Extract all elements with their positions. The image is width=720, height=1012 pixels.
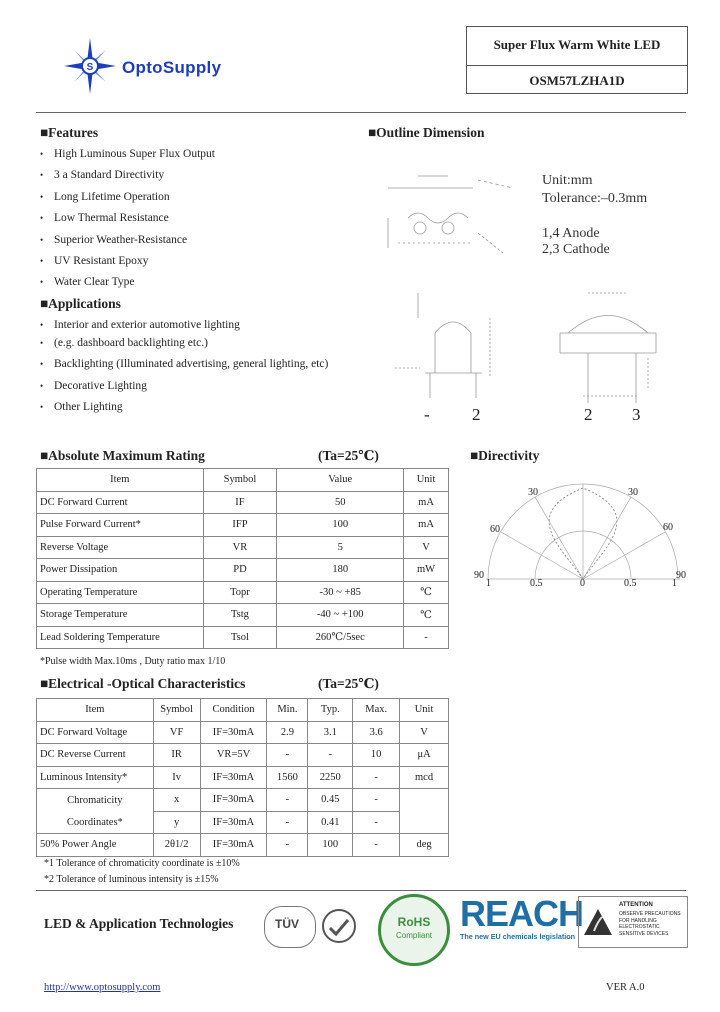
tuv-badge bbox=[264, 906, 316, 948]
table-row bbox=[37, 536, 449, 559]
table-cell: Luminous Intensity* bbox=[37, 766, 154, 789]
pin-label: 2 bbox=[584, 405, 593, 424]
reach-label: REACH bbox=[460, 893, 584, 934]
list-item: • Backlighting (Illuminated advertising, general lighting, etc) bbox=[38, 354, 368, 375]
table-header: Item bbox=[37, 699, 154, 722]
outline-pin-cathode: 2,3 Cathode bbox=[542, 242, 610, 257]
certification-mark-icon bbox=[318, 906, 360, 946]
electrical-table bbox=[36, 698, 449, 857]
tuv-label: TÜV bbox=[275, 917, 299, 931]
applications-title: ■Applications bbox=[40, 296, 121, 311]
table-cell: - bbox=[267, 834, 308, 857]
table-cell: VR bbox=[203, 536, 277, 559]
axis-tick-label: 0.5 bbox=[530, 578, 543, 589]
angle-label: 30 bbox=[628, 487, 638, 498]
table-row bbox=[37, 604, 449, 627]
table-cell: 1560 bbox=[267, 766, 308, 789]
axis-tick-label: 1 bbox=[486, 578, 491, 589]
list-item-note bbox=[38, 336, 368, 354]
table-header: Item bbox=[37, 469, 204, 492]
table-header: Value bbox=[277, 469, 404, 492]
table-header-row bbox=[37, 469, 449, 492]
table-cell: 3.6 bbox=[353, 721, 400, 744]
electrical-note-2: *2 Tolerance of luminous intensity is ±15% bbox=[44, 874, 219, 885]
electrical-note-1: *1 Tolerance of chromaticity coordinate is ±10% bbox=[44, 858, 240, 869]
website-link[interactable]: http://www.optosupply.com bbox=[44, 982, 161, 993]
table-cell: 180 bbox=[277, 559, 404, 582]
table-header: Symbol bbox=[203, 469, 277, 492]
list-item: • Long Lifetime Operation bbox=[38, 187, 338, 208]
table-row bbox=[37, 744, 449, 767]
table-cell: Lead Soldering Temperature bbox=[37, 626, 204, 649]
table-cell: IF=30mA bbox=[200, 766, 267, 789]
table-row bbox=[37, 491, 449, 514]
table-cell: IF=30mA bbox=[200, 834, 267, 857]
table-cell: - bbox=[267, 811, 308, 834]
svg-text:S: S bbox=[86, 62, 94, 73]
electrical-title: ■Electrical -Optical Characteristics bbox=[40, 676, 246, 691]
table-cell: Power Dissipation bbox=[37, 559, 204, 582]
table-cell: VF bbox=[153, 721, 200, 744]
table-cell: deg bbox=[400, 834, 449, 857]
table-cell: IF=30mA bbox=[200, 789, 267, 812]
table-cell: 100 bbox=[308, 834, 353, 857]
reach-badge bbox=[460, 893, 584, 946]
list-item: • High Luminous Super Flux Output bbox=[38, 144, 338, 165]
table-cell: Pulse Forward Current* bbox=[37, 514, 204, 537]
abs-max-note: *Pulse width Max.10ms , Duty ratio max 1/10 bbox=[40, 656, 226, 667]
header-divider bbox=[36, 112, 686, 113]
angle-label: 90 bbox=[676, 570, 686, 581]
table-cell: Operating Temperature bbox=[37, 581, 204, 604]
table-cell: x bbox=[153, 789, 200, 812]
table-cell: 0.45 bbox=[308, 789, 353, 812]
pin-label: - bbox=[424, 405, 430, 424]
table-cell: 50% Power Angle bbox=[37, 834, 154, 857]
list-item: • Decorative Lighting bbox=[38, 376, 368, 397]
rohs-label: RoHS bbox=[397, 915, 431, 929]
table-cell: 10 bbox=[353, 744, 400, 767]
list-item: • UV Resistant Epoxy bbox=[38, 251, 338, 272]
table-cell: IR bbox=[153, 744, 200, 767]
angle-label: 30 bbox=[528, 487, 538, 498]
brand-logo bbox=[58, 36, 278, 96]
rohs-badge bbox=[378, 894, 450, 966]
table-row bbox=[37, 811, 449, 834]
table-header-row bbox=[37, 699, 449, 722]
table-cell: - bbox=[353, 766, 400, 789]
table-cell: DC Reverse Current bbox=[37, 744, 154, 767]
attention-text: OBSERVE PRECAUTIONS FOR HANDLING ELECTROSTATIC SENSITIVE DEVICES bbox=[619, 911, 681, 937]
table-header: Unit bbox=[400, 699, 449, 722]
table-cell: mA bbox=[404, 514, 449, 537]
table-cell: Topr bbox=[203, 581, 277, 604]
table-cell: - bbox=[267, 789, 308, 812]
list-item: • 3 a Standard Directivity bbox=[38, 165, 338, 186]
table-cell: - bbox=[353, 834, 400, 857]
table-cell: 260℃/5sec bbox=[277, 626, 404, 649]
table-cell: Tsol bbox=[203, 626, 277, 649]
table-header: Min. bbox=[267, 699, 308, 722]
table-cell: IF=30mA bbox=[200, 721, 267, 744]
table-cell: 2θ1/2 bbox=[153, 834, 200, 857]
table-cell: 2.9 bbox=[267, 721, 308, 744]
list-item: • Low Thermal Resistance bbox=[38, 208, 338, 229]
table-cell: PD bbox=[203, 559, 277, 582]
attention-title: ATTENTION bbox=[619, 902, 653, 908]
table-cell: -40 ~ +100 bbox=[277, 604, 404, 627]
table-row bbox=[37, 626, 449, 649]
table-row bbox=[37, 834, 449, 857]
table-cell: V bbox=[400, 721, 449, 744]
table-cell: mcd bbox=[400, 766, 449, 789]
abs-max-table bbox=[36, 468, 449, 649]
list-item: • Superior Weather-Resistance bbox=[38, 230, 338, 251]
table-cell: mA bbox=[404, 491, 449, 514]
outline-front-view-drawing bbox=[548, 288, 668, 408]
table-cell: ℃ bbox=[404, 581, 449, 604]
table-row bbox=[37, 514, 449, 537]
table-cell: V bbox=[404, 536, 449, 559]
table-cell: Reverse Voltage bbox=[37, 536, 204, 559]
table-cell: IF bbox=[203, 491, 277, 514]
version-label: VER A.0 bbox=[606, 982, 645, 993]
applications-list bbox=[38, 315, 368, 419]
table-cell: 100 bbox=[277, 514, 404, 537]
reach-sublabel: The new EU chemicals legislation bbox=[460, 932, 576, 941]
angle-label: 90 bbox=[474, 570, 484, 581]
table-cell: VR=5V bbox=[200, 744, 267, 767]
table-cell: 50 bbox=[277, 491, 404, 514]
table-header: Max. bbox=[353, 699, 400, 722]
table-cell: μA bbox=[400, 744, 449, 767]
part-number: OSM57LZHA1D bbox=[529, 73, 625, 88]
brand-name: OptoSupply bbox=[122, 58, 222, 77]
table-cell bbox=[400, 789, 449, 834]
axis-tick-label: 0 bbox=[580, 578, 585, 589]
table-cell: - bbox=[308, 744, 353, 767]
features-list bbox=[38, 144, 338, 294]
electrical-condition: (Ta=25℃) bbox=[318, 676, 379, 691]
esd-warning-icon bbox=[582, 907, 614, 937]
abs-max-condition: (Ta=25℃) bbox=[318, 448, 379, 463]
company-name: LED & Application Technologies bbox=[44, 916, 234, 931]
table-cell: - bbox=[353, 811, 400, 834]
star-logo-icon bbox=[58, 36, 128, 96]
list-item: • Interior and exterior automotive lighting bbox=[38, 315, 368, 336]
outline-top-view-drawing bbox=[378, 158, 528, 268]
header-title-box bbox=[466, 26, 688, 94]
table-cell: - bbox=[267, 744, 308, 767]
axis-tick-label: 1 bbox=[672, 578, 677, 589]
outline-side-view-drawing bbox=[390, 288, 500, 408]
table-row bbox=[37, 766, 449, 789]
table-row bbox=[37, 581, 449, 604]
table-row bbox=[37, 559, 449, 582]
angle-label: 60 bbox=[663, 522, 673, 533]
table-cell: IF=30mA bbox=[200, 811, 267, 834]
angle-label: 60 bbox=[490, 524, 500, 535]
table-header: Unit bbox=[404, 469, 449, 492]
rohs-sublabel: Compliant bbox=[395, 931, 432, 940]
table-cell: y bbox=[153, 811, 200, 834]
table-header: Symbol bbox=[153, 699, 200, 722]
outline-tolerance: Tolerance:–0.3mm bbox=[542, 191, 648, 206]
abs-max-title: ■Absolute Maximum Rating bbox=[40, 448, 205, 463]
features-title: ■Features bbox=[40, 125, 99, 140]
table-cell: Coordinates* bbox=[37, 811, 154, 834]
table-cell: Iv bbox=[153, 766, 200, 789]
list-item: • Water Clear Type bbox=[38, 272, 338, 293]
table-cell: Storage Temperature bbox=[37, 604, 204, 627]
table-cell: DC Forward Voltage bbox=[37, 721, 154, 744]
directivity-title: ■Directivity bbox=[470, 448, 540, 463]
table-cell: - bbox=[404, 626, 449, 649]
table-cell: -30 ~ +85 bbox=[277, 581, 404, 604]
table-cell: mW bbox=[404, 559, 449, 582]
table-cell: 0.41 bbox=[308, 811, 353, 834]
note-text: (e.g. dashboard backlighting etc.) bbox=[54, 337, 208, 350]
outline-title: ■Outline Dimension bbox=[368, 125, 485, 140]
table-header: Typ. bbox=[308, 699, 353, 722]
outline-unit: Unit:mm bbox=[542, 173, 593, 188]
table-cell: 3.1 bbox=[308, 721, 353, 744]
axis-tick-label: 0.5 bbox=[624, 578, 637, 589]
table-row bbox=[37, 721, 449, 744]
table-cell: ℃ bbox=[404, 604, 449, 627]
outline-pin-anode: 1,4 Anode bbox=[542, 226, 600, 241]
directivity-polar-chart bbox=[478, 474, 688, 594]
table-cell: IFP bbox=[203, 514, 277, 537]
list-item: • Other Lighting bbox=[38, 397, 368, 418]
footer-divider bbox=[36, 890, 686, 891]
table-cell: Tstg bbox=[203, 604, 277, 627]
table-cell: 2250 bbox=[308, 766, 353, 789]
table-cell: - bbox=[353, 789, 400, 812]
table-cell: 5 bbox=[277, 536, 404, 559]
pin-label: 2 bbox=[472, 405, 481, 424]
table-cell: Chromaticity bbox=[37, 789, 154, 812]
table-header: Condition bbox=[200, 699, 267, 722]
pin-label: 3 bbox=[632, 405, 641, 424]
product-title: Super Flux Warm White LED bbox=[493, 37, 661, 52]
esd-warning-badge bbox=[578, 896, 688, 948]
table-row bbox=[37, 789, 449, 812]
table-cell: DC Forward Current bbox=[37, 491, 204, 514]
